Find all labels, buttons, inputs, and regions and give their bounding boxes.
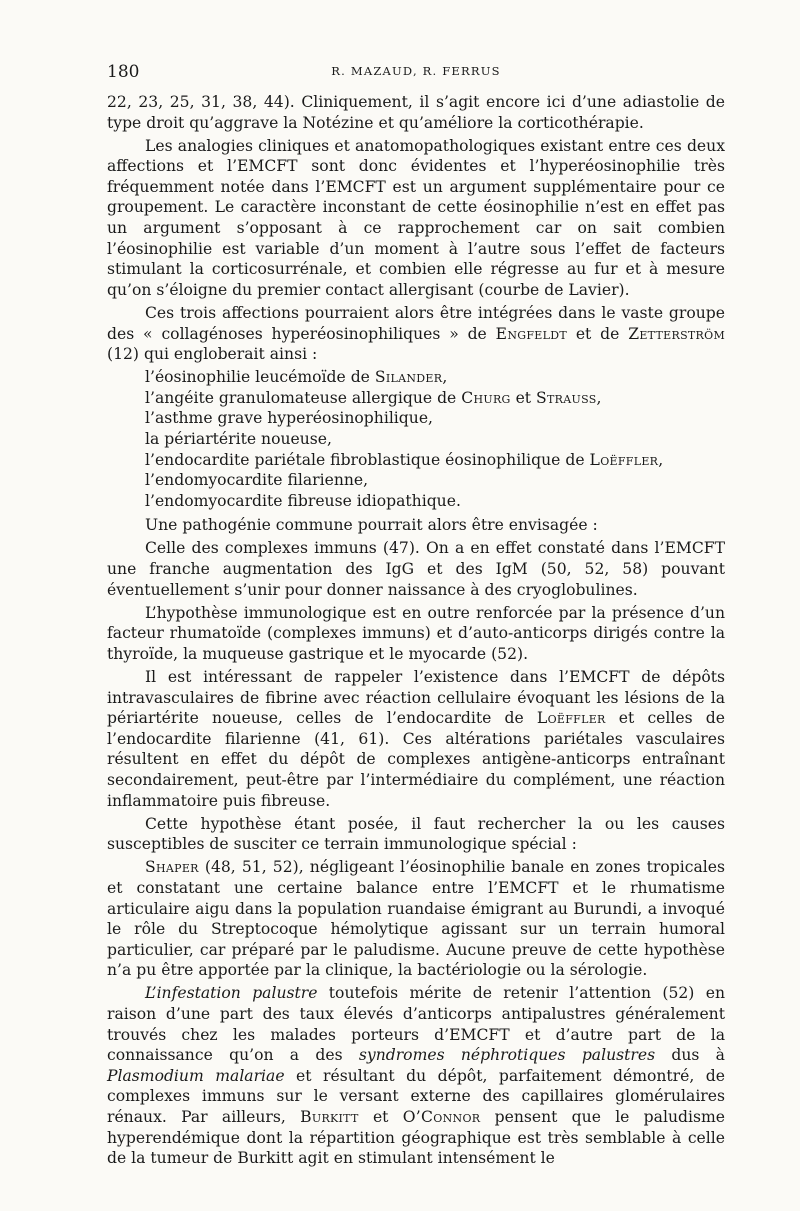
text-run: Ces trois affections pourraient alors être intégrées dans le vaste groupe des « collagénoses hyperéosinophiliques » de: [107, 303, 725, 343]
list-item: l’endomyocardite filarienne,: [145, 471, 369, 490]
author-name: Silander: [374, 368, 443, 387]
text-run: Il est intéressant de rappeler l’existence dans l’EMCFT de dépôts intravasculaires de fibrine avec réaction cellulaire évoquant les lésions de la périartérite noueuse, celles de l’endocardite de: [107, 668, 725, 728]
italic-term: syndromes néphrotiques palustres: [358, 1046, 656, 1065]
disease-list: [145, 367, 725, 511]
author-name: Engfeldt: [495, 324, 567, 343]
author-name: Loëffler: [536, 709, 606, 728]
text-run: ,: [658, 450, 664, 469]
paragraph: [107, 667, 725, 811]
paragraph: [107, 857, 725, 981]
text-run: et: [358, 1108, 403, 1126]
paragraph: [107, 983, 725, 1168]
text-run: et celles de l’endocardite filarienne (41, 61). Ces altérations pariétales vasculaires résultent en effet du dépôt de complexes antigène-anticorps entraînant secondairement, peut-être par l’intermédiaire du complément, une réaction inflammatoire puis fibreuse.: [107, 709, 725, 810]
text-run: et résultant du dépôt, parfaitement démontré, de complexes immuns sur le versant externe des capillaires glomérulaires rénaux. Par ailleurs,: [107, 1066, 726, 1126]
author-name: O’Connor: [402, 1108, 481, 1126]
paragraph: Cette hypothèse étant posée, il faut rechercher la ou les causes susceptibles de susciter ce terrain immunologique spécial :: [107, 814, 725, 854]
text-run: et: [510, 388, 537, 407]
text-run: et de: [566, 324, 629, 343]
author-name: Shaper: [145, 858, 199, 877]
author-name: Loëffler: [589, 450, 659, 469]
list-item: l’endomyocardite fibreuse idiopathique.: [145, 491, 461, 510]
paragraph: L’hypothèse immunologique est en outre renforcée par la présence d’un facteur rhumatoïde (complexes immuns) et d’auto-anticorps dirigés contre la thyroïde, la muqueuse gastrique et le myocarde (52).: [107, 603, 725, 663]
text-run: ,: [596, 388, 602, 407]
paragraph: Celle des complexes immuns (47). On a en effet constaté dans l’EMCFT une franche augmentation des IgG et des IgM (50, 52, 58) pouvant éventuellement s’unir pour donner naissance à des cryoglobulines.: [107, 539, 725, 599]
list-item: [145, 388, 725, 409]
text-run: (48, 51, 52), négligeant l’éosinophilie banale en zones tropicales et constatant une certaine balance entre l’EMCFT et le rhumatisme articulaire aigu dans la population ruandaise émigrant au Burundi, a invoqué le rôle du Streptocoque hémolytique agissant sur un terrain humoral particulier, car préparé par le paludisme. Aucune preuve de cette hypothèse n’a pu être apportée par la clinique, la bactériologie ou la sérologie.: [107, 858, 725, 980]
author-name: Strauss: [536, 388, 597, 407]
author-name: Burkitt: [300, 1108, 359, 1126]
list-item: [145, 367, 725, 388]
list-item: la périartérite noueuse,: [145, 430, 332, 448]
list-item: l’asthme grave hyperéosinophilique,: [145, 409, 434, 428]
body-text: [107, 92, 725, 1169]
running-title: R. MAZAUD, R. FERRUS: [331, 64, 501, 78]
text-run: ,: [442, 368, 448, 387]
paragraph: [107, 303, 725, 365]
text-run: pensent que le paludisme hyperendémique dont la répartition géographique est très semblable à celle de la tumeur de Burkitt agit en stimulant intensément le: [107, 1108, 725, 1168]
text-run: l’angéite granulomateuse allergique de: [145, 388, 462, 407]
italic-term: Plasmodium malariae: [107, 1066, 285, 1085]
paragraph: Les analogies cliniques et anatomopathologiques existant entre ces deux affections et l’EMCFT sont donc évidentes et l’hyperéosinophilie très fréquemment notée dans l’EMCFT est un argument supplémentaire pour ce groupement. Le caractère inconstant de cette éosinophilie n’est en effet pas un argument s’opposant à ce rapprochement car on sait combien l’éosinophilie est variable d’un moment à l’autre sous l’effet de facteurs stimulant la corticosurrénale, et combien elle régresse au fur et à mesure qu’on s’éloigne du premier contact allergisant (courbe de Lavier).: [107, 136, 725, 299]
page: [107, 62, 725, 1171]
paragraph: 22, 23, 25, 31, 38, 44). Cliniquement, il s’agit encore ici d’une adiastolie de type droit qu’aggrave la Notézine et qu’améliore la corticothérapie.: [107, 93, 725, 132]
running-head: [107, 62, 725, 92]
paragraph: Une pathogénie commune pourrait alors être envisagée :: [145, 516, 598, 535]
italic-term: L’infestation palustre: [145, 984, 318, 1003]
author-name: Churg: [461, 388, 511, 407]
author-name: Zetterström: [628, 324, 726, 343]
text-run: toutefois mérite de retenir l’attention (52) en raison d’une part des taux élevés d’anticorps antipalustres généralement trouvés chez les malades porteurs d’EMCFT et d’autre part de la connaissance qu’on a des: [107, 984, 725, 1065]
text-run: l’endocardite pariétale fibroblastique éosinophilique de: [145, 450, 590, 469]
text-run: l’éosinophilie leucémoïde de: [145, 368, 375, 387]
text-run: dus à: [655, 1046, 725, 1065]
page-number: 180: [107, 62, 140, 82]
text-run: (12) qui engloberait ainsi :: [107, 345, 318, 364]
list-item: [145, 450, 725, 471]
